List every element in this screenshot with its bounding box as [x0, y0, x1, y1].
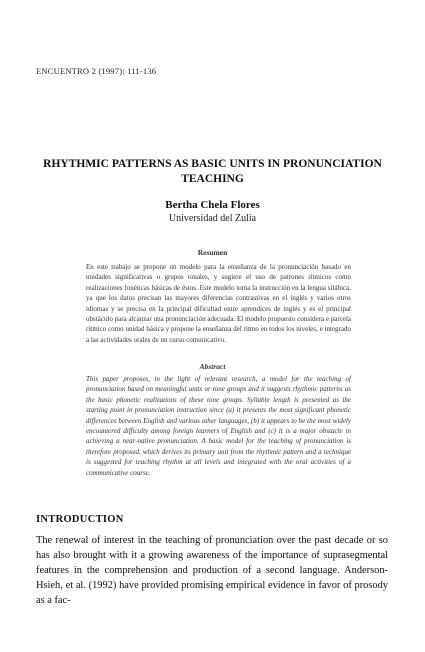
article-title: RHYTHMIC PATTERNS AS BASIC UNITS IN PRONUNCIATION TEACHING [43, 158, 382, 185]
abstract-text: This paper proposes, in the light of relevant research, a model for the teaching of pronunciation based on meaningful units or tone groups and it suggests rhythmic patterns as the basic phonetic realizations of these tone groups. Syllable length is presented as the starting point in pronunciation instruction since (a) it presents the most significant phonetic differences between English and various other languages, (b) it appears to be the most widely encountered difficulty among foreign learners of English and (c) it is a major obstacle in achieving a near-native pronunciation. A basic model for the teaching of pronunciation is therefore proposed, which derives its primary unit from the rhythmic pattern and a technique is suggested for teaching rhythm at all levels and integrated with the oral activities of a communicative course. [86, 375, 351, 477]
resumen-text: En este trabajo se propone un modelo para la enseñanza de la pronunciación basado en unidades significativas o grupos tonales, y sugiere el uso de patrones rítmicos como realizaciones fonéticas básicas de éstos. Este modelo toma la instrucción en la lengua silábica, ya que los datos precisan las mayores diferencias contrastivas en el inglés y varios otros idiomas y se precisa en la principal dificultad entre aprendices de inglés y es el principal obstáculo para alcanzar una pronunciación adecuada. El modelo propuesto considera e parcela rítmico como unidad básica y propone la enseñanza del ritmo en todos los niveles, e integrado a las actividades orales de un curso comunicativo. [86, 263, 351, 344]
introduction-text: The renewal of interest in the teaching of pronunciation over the past decade or so has also brought with it a growing awareness of the importance of suprasegmental features in the comprehension and production of a second language. Anderson-Hsieh, et al. (1992) have provided promising empirical evidence in favor of prosody as a fac- [36, 535, 388, 607]
journal-reference: ENCUENTRO 2 (1997): 111-136 [36, 66, 157, 76]
abstract-label: Abstract [199, 362, 226, 371]
introduction-heading: INTRODUCTION [36, 514, 124, 525]
resumen-label: Resumen [197, 248, 228, 257]
author-affiliation: Universidad del Zulia [168, 213, 257, 224]
author-name: Bertha Chela Flores [165, 199, 260, 211]
